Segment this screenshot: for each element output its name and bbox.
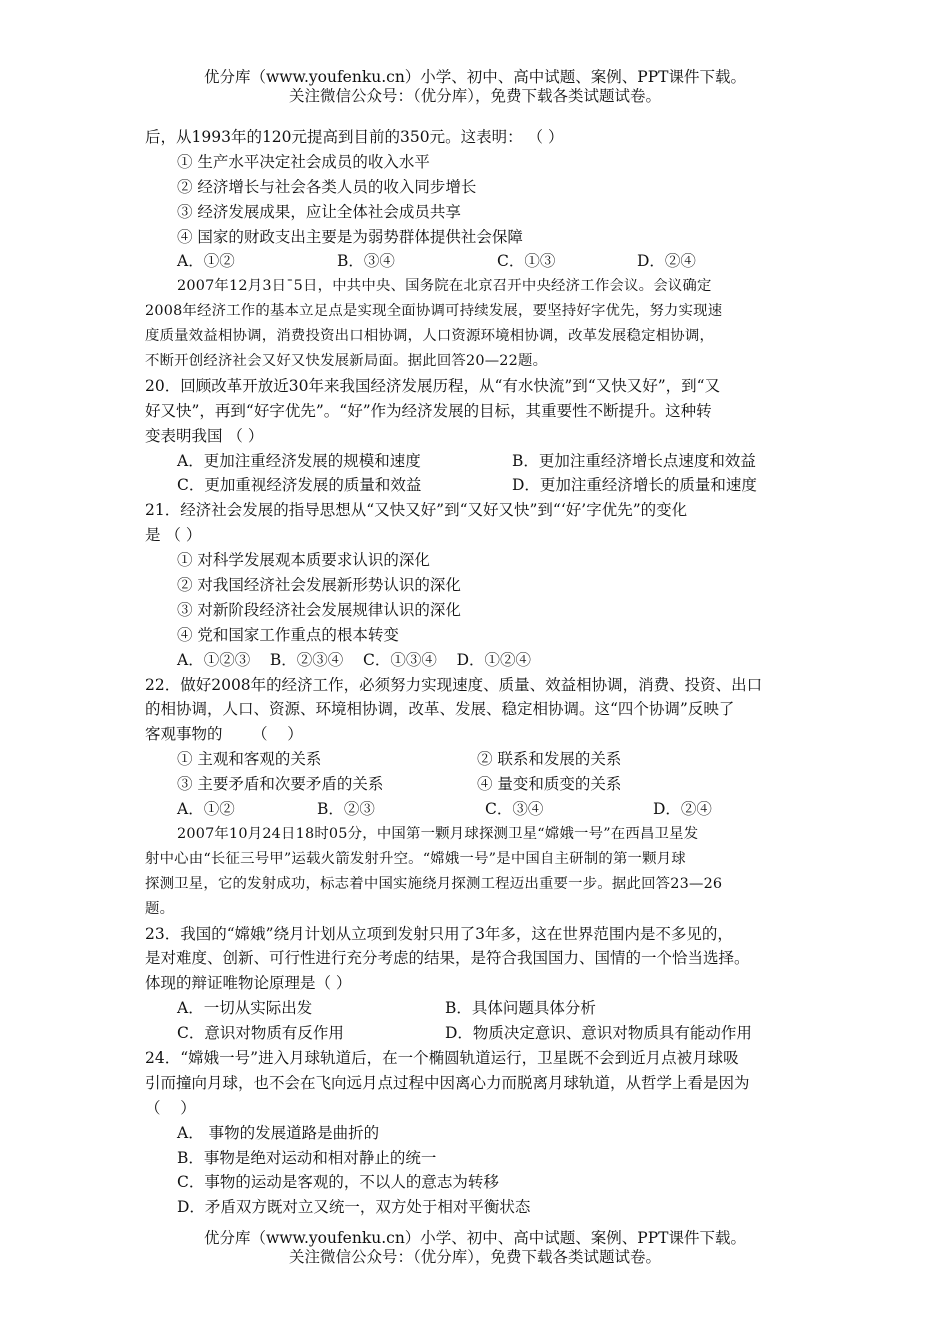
q22-item: ① 主观和客观的关系 [177,750,322,769]
q19-option-c: C．①③ [497,252,556,271]
q20-options-row-2 [145,473,810,498]
q24-stem: 引而撞向月球，也不会在飞向远月点过程中因离心力而脱离月球轨道，从哲学上看是因为 [145,1073,750,1092]
q21-item: ④ 党和国家工作重点的根本转变 [177,625,399,644]
q22-option-a: A．①② [177,800,235,819]
q23-option-d: D．物质决定意识、意识对物质具有能动作用 [445,1024,752,1043]
q19-item: ④ 国家的财政支出主要是为弱势群体提供社会保障 [177,227,523,246]
q20-option-c: C．更加重视经济发展的质量和效益 [177,476,422,495]
q19-option-a: A．①② [177,252,235,271]
q19-item: ③ 经济发展成果，应让全体社会成员共享 [177,202,461,221]
q20-stem: 20．回顾改革开放近30年来我国经济发展历程，从“有水快流”到“又快又好”，到“又 [145,376,721,395]
q22-options [145,797,810,822]
footer-line-2: 关注微信公众号：（优分库），免费下载各类试题试卷。 [288,1248,661,1266]
q22-item: ③ 主要矛盾和次要矛盾的关系 [177,775,384,794]
page-body [145,125,810,1220]
q20-option-b: B．更加注重经济增长点速度和效益 [512,451,756,470]
passage1-line: 不断开创经济社会又好又快发展新局面。据此回答20—22题。 [145,353,548,370]
footer-line-1: 优分库（www.youfenku.cn）小学、初中、高中试题、案例、PPT课件下载。 [203,1229,747,1247]
passage1-line: 2007年12月3日¯5日，中共中央、国务院在北京召开中央经济工作会议。会议确定 [177,278,712,295]
q23-options-row-1 [145,996,810,1021]
page-footer [0,1229,950,1267]
q19-stem: 后，从1993年的120元提高到目前的350元。这表明： （ ） [145,128,564,146]
q21-item: ① 对科学发展观本质要求认识的深化 [177,551,430,570]
q24-stem: （ ） [145,1098,196,1117]
q21-item: ③ 对新阶段经济社会发展规律认识的深化 [177,600,461,619]
q20-option-a: A．更加注重经济发展的规模和速度 [177,451,421,470]
q23-option-a: A．一切从实际出发 [177,999,313,1018]
q22-option-c: C．③④ [485,800,544,819]
q21-options: A．①②③ B．②③④ C．①③④ D．①②④ [177,650,531,669]
q23-options-row-2 [145,1021,810,1046]
q23-option-b: B．具体问题具体分析 [445,999,596,1018]
passage2-line: 题。 [145,900,175,917]
q21-stem: 是 （ ） [145,526,202,545]
page-header [0,68,950,106]
header-line-2: 关注微信公众号：（优分库），免费下载各类试题试卷。 [288,87,661,105]
q22-item: ② 联系和发展的关系 [477,750,622,769]
q22-stem: 22．做好2008年的经济工作，必须努力实现速度、质量、效益相协调，消费、投资、出口 [145,675,763,694]
passage1-line: 度质量效益相协调，消费投资出口相协调，人口资源环境相协调，改革发展稳定相协调， [145,328,715,345]
q22-items-row-2 [145,772,810,797]
q24-stem: 24．“嫦娥一号”进入月球轨道后，在一个椭圆轨道运行，卫星既不会到近月点被月球吸 [145,1048,739,1067]
q22-item: ④ 量变和质变的关系 [477,775,622,794]
q23-stem: 23．我国的“嫦娥”绕月计划从立项到发射只用了3年多，这在世界范围内是不多见的， [145,924,733,943]
q20-stem: 变表明我国 （ ） [145,426,264,445]
q19-option-b: B．③④ [337,252,395,271]
passage1-line: 2008年经济工作的基本立足点是实现全面协调可持续发展，要坚持好字优先，努力实现速 [145,303,723,320]
q19-option-d: D．②④ [637,252,696,271]
q23-stem: 是对难度、创新、可行性进行充分考虑的结果，是符合我国国力、国情的一个恰当选择。 [145,949,750,968]
q21-item: ② 对我国经济社会发展新形势认识的深化 [177,576,461,595]
q23-stem: 体现的辩证唯物论原理是（ ） [145,974,352,993]
passage2-line: 探测卫星，它的发射成功，标志着中国实施绕月探测工程迈出重要一步。据此回答23—26 [145,875,723,892]
q19-item: ① 生产水平决定社会成员的收入水平 [177,152,430,171]
q24-option-a: A． 事物的发展道路是曲折的 [177,1123,380,1142]
q22-stem: 的相协调，人口、资源、环境相协调，改革、发展、稳定相协调。这“四个协调”反映了 [145,700,735,719]
passage2-line: 射中心由“长征三号甲”运载火箭发射升空。“嫦娥一号”是中国自主研制的第一颗月球 [145,850,686,867]
q24-option-d: D．矛盾双方既对立又统一，双方处于相对平衡状态 [177,1198,531,1217]
q19-item: ② 经济增长与社会各类人员的收入同步增长 [177,177,477,196]
q20-stem: 好又快”，再到“好字优先”。“好”作为经济发展的目标，其重要性不断提升。这种转 [145,401,712,420]
passage2-line: 2007年10月24日18时05分，中国第一颗月球探测卫星“嫦娥一号”在西昌卫星发 [177,825,699,842]
header-line-1: 优分库（www.youfenku.cn）小学、初中、高中试题、案例、PPT课件下载。 [203,68,747,86]
q22-option-d: D．②④ [653,800,712,819]
q20-options-row-1 [145,449,810,474]
q21-stem: 21．经济社会发展的指导思想从“又快又好”到“又好又快”到“‘好’字优先”的变化 [145,501,688,520]
q20-option-d: D．更加注重经济增长的质量和速度 [512,476,757,495]
q19-options [145,249,810,274]
q22-stem: 客观事物的 （ ） [145,725,303,744]
q24-option-b: B．事物是绝对运动和相对静止的统一 [177,1148,437,1167]
q22-option-b: B．②③ [317,800,375,819]
q24-option-c: C．事物的运动是客观的，不以人的意志为转移 [177,1173,499,1192]
q23-option-c: C．意识对物质有反作用 [177,1024,344,1043]
q22-items-row-1 [145,747,810,772]
